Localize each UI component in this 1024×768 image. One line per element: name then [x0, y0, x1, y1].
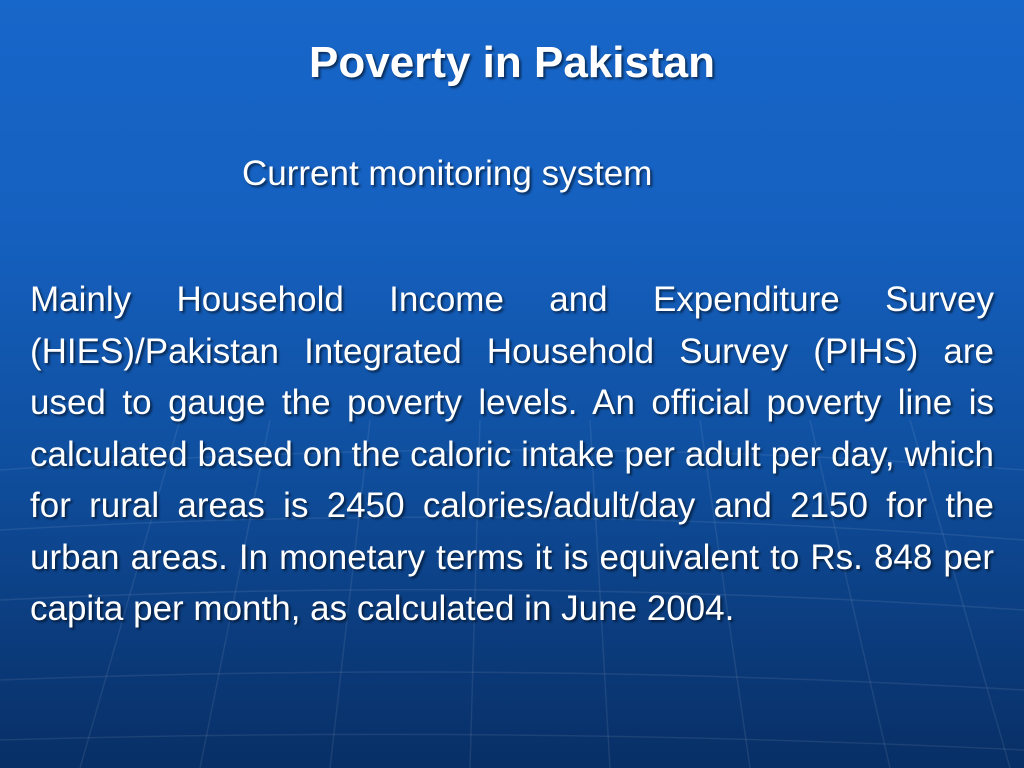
slide-title: Poverty in Pakistan — [309, 38, 715, 87]
body-paragraph: Mainly Household Income and Expenditure Survey (HIES)/Pakistan Integrated Household Survey (PIHS) are used to gauge the poverty levels. An official poverty line is calculated based on the caloric intake per adult per day, which for rural areas is 2450 calories/adult/day and 2150 for the urban areas. In monetary terms it is equivalent to Rs. 848 per capita per month, as calculated in June 2004. — [30, 280, 994, 628]
slide-subtitle: Current monitoring system — [242, 154, 653, 193]
